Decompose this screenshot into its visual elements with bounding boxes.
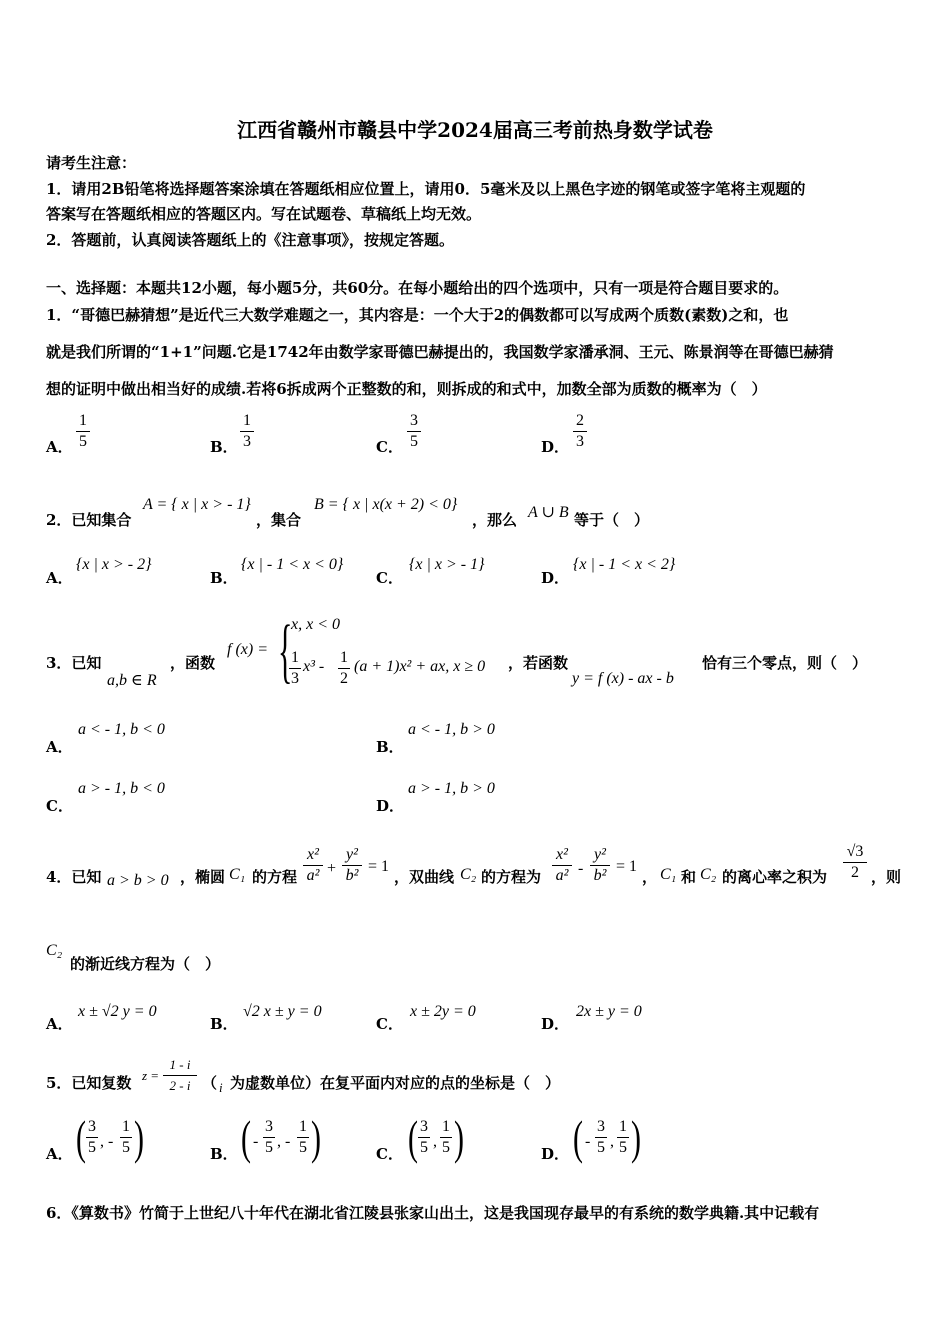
question-2-text: ，那么 (472, 511, 518, 529)
notice-line: 2．答题前，认真阅读答题纸上的《注意事项》，按规定答题。 (46, 231, 454, 249)
option-a-label[interactable]: A． (46, 438, 73, 456)
notice-line: 答案写在答题纸相应的答题区内。写在试题卷、草稿纸上均无效。 (46, 205, 482, 223)
option-a-expr[interactable]: x ± √2 y = 0 (78, 1003, 157, 1020)
ellipse-fraction: x² a² (303, 846, 323, 885)
option-d-point[interactable]: ( - 3 5 , 1 5 ) (573, 1112, 641, 1165)
option-b-label[interactable]: B． (210, 438, 238, 456)
question-3-text: 3．已知 (46, 654, 102, 672)
option-a-label[interactable]: A． (46, 738, 73, 756)
option-d-fraction[interactable]: 2 3 (573, 412, 587, 451)
option-d-label[interactable]: D． (541, 1015, 570, 1033)
hyperbola-label: C₂ (460, 866, 477, 883)
notice-heading: 请考生注意： (46, 154, 137, 172)
option-a-expr[interactable]: {x | x > - 2} (76, 556, 152, 573)
question-2-text: 2．已知集合 (46, 511, 132, 529)
option-a-label[interactable]: A． (46, 1145, 73, 1163)
function-label: f (x) = (227, 641, 268, 658)
option-b-fraction[interactable]: 1 3 (240, 412, 254, 451)
question-3-text: ，函数 (170, 654, 216, 672)
option-c-expr[interactable]: x ± 2y = 0 (410, 1003, 476, 1020)
option-d-expr[interactable]: {x | - 1 < x < 2} (573, 556, 676, 573)
question-1-text: 想的证明中做出相当好的成绩.若将6拆成两个正整数的和，则拆成的和式中，加数全部为质数的概率为（ ） (46, 380, 767, 398)
eccentricity-fraction: √3 2 (843, 843, 867, 882)
plus-sign: + (327, 860, 337, 877)
option-b-label[interactable]: B． (376, 738, 404, 756)
question-4-text: ， (642, 868, 658, 886)
option-a-label[interactable]: A． (46, 1015, 73, 1033)
question-4-text: ，双曲线 (394, 868, 455, 886)
ellipse-label: C₁ (229, 866, 246, 883)
option-c-point[interactable]: ( 3 5 , 1 5 ) (408, 1112, 464, 1165)
question-4-text: 的方程为 (481, 868, 542, 886)
piecewise-case-2: (a + 1)x² + ax, x ≥ 0 (354, 658, 486, 675)
condition-expr: a > b > 0 (107, 872, 169, 889)
option-d-label[interactable]: D． (541, 569, 570, 587)
option-d-expr[interactable]: a > - 1, b > 0 (408, 780, 495, 797)
question-4-text: 的渐近线方程为（ ） (70, 955, 221, 973)
option-d-label[interactable]: D． (541, 1145, 570, 1163)
piecewise-case-2: x³ - (303, 658, 325, 675)
option-a-label[interactable]: A． (46, 569, 73, 587)
hyperbola-label: C₂ (700, 866, 717, 883)
notice-line: 1．请用2B铅笔将选择题答案涂填在答题纸相应位置上，请用0．5毫米及以上黑色字迹的钢笔或签字笔将主观题的 (46, 180, 806, 198)
question-4-text: ，椭圆 (180, 868, 226, 886)
piecewise-brace: { (278, 612, 293, 692)
question-5-text: 为虚数单位）在复平面内对应的点的坐标是（ ） (230, 1074, 561, 1092)
question-1-text: 1．“哥德巴赫猜想”是近代三大数学难题之一，其内容是：一个大于2的偶数都可以写成两个质数(素数)之和，也 (46, 306, 789, 324)
option-b-label[interactable]: B． (210, 1015, 238, 1033)
option-a-expr[interactable]: a < - 1, b < 0 (78, 721, 165, 738)
option-a-point[interactable]: ( 3 5 , - 1 5 ) (76, 1112, 144, 1165)
ellipse-fraction: y² b² (342, 846, 362, 885)
option-c-label[interactable]: C． (376, 569, 403, 587)
question-4-text: 4．已知 (46, 868, 102, 886)
union-expr: A ∪ B (528, 504, 569, 521)
option-b-expr[interactable]: a < - 1, b > 0 (408, 721, 495, 738)
section-heading: 一、选择题：本题共12小题，每小题5分，共60分。在每小题给出的四个选项中，只有一项是符合题目要求的。 (46, 279, 789, 297)
hyperbola-label: C₂ (46, 942, 63, 959)
complex-fraction: 1 - i 2 - i (163, 1056, 197, 1095)
set-a-expr: A = { x | x > - 1} (143, 496, 251, 513)
equals-one: = 1 (368, 858, 390, 875)
condition-expr: a,b ∈ R (107, 672, 157, 689)
option-d-label[interactable]: D． (541, 438, 570, 456)
option-b-expr[interactable]: √2 x ± y = 0 (243, 1003, 322, 1020)
zero-function-expr: y = f (x) - ax - b (572, 670, 674, 687)
question-4-text: ，则 (871, 868, 902, 886)
option-b-label[interactable]: B． (210, 1145, 238, 1163)
question-6-text: 6．《算数书》竹简于上世纪八十年代在湖北省江陵县张家山出土，这是我国现存最早的有系统的数学典籍.其中记载有 (46, 1204, 820, 1222)
question-5-text: （ (202, 1074, 218, 1092)
coef-fraction: 1 3 (291, 649, 299, 687)
question-5-text: 5．已知复数 (46, 1074, 132, 1092)
question-4-text: 和 (681, 868, 697, 886)
question-4-text: 的离心率之积为 (722, 868, 828, 886)
option-c-label[interactable]: C． (376, 1145, 403, 1163)
piecewise-case-1: x, x < 0 (291, 616, 340, 633)
hyperbola-fraction: y² b² (590, 846, 610, 885)
option-c-expr[interactable]: {x | x > - 1} (409, 556, 485, 573)
minus-sign: - (578, 860, 584, 877)
option-c-label[interactable]: C． (376, 1015, 403, 1033)
option-d-expr[interactable]: 2x ± y = 0 (576, 1003, 642, 1020)
option-c-fraction[interactable]: 3 5 (407, 412, 421, 451)
option-d-label[interactable]: D． (376, 797, 405, 815)
option-b-expr[interactable]: {x | - 1 < x < 0} (241, 556, 344, 573)
set-b-expr: B = { x | x(x + 2) < 0} (314, 496, 458, 513)
option-b-point[interactable]: ( - 3 5 , - 1 5 ) (241, 1112, 321, 1165)
option-c-label[interactable]: C． (46, 797, 73, 815)
question-2-text: ，集合 (256, 511, 302, 529)
page-title: 江西省赣州市赣县中学2024届高三考前热身数学试卷 (237, 118, 713, 142)
option-c-expr[interactable]: a > - 1, b < 0 (78, 780, 165, 797)
question-3-text: ，若函数 (508, 654, 569, 672)
coef-fraction: 1 2 (340, 649, 348, 687)
question-3-text: 恰有三个零点，则（ ） (702, 654, 868, 672)
option-b-label[interactable]: B． (210, 569, 238, 587)
ellipse-label: C₁ (660, 866, 677, 883)
question-2-text: 等于（ ） (574, 511, 650, 529)
question-1-text: 就是我们所谓的“1+1”问题.它是1742年由数学家哥德巴赫提出的，我国数学家潘承洞、王元、陈景润等在哥德巴赫猜 (46, 343, 834, 361)
option-c-label[interactable]: C． (376, 438, 403, 456)
imaginary-unit: i (219, 1080, 223, 1095)
question-4-text: 的方程 (252, 868, 298, 886)
option-a-fraction[interactable]: 1 5 (76, 412, 90, 451)
hyperbola-fraction: x² a² (552, 846, 572, 885)
equals-one: = 1 (616, 858, 638, 875)
complex-z: z = (142, 1068, 160, 1083)
